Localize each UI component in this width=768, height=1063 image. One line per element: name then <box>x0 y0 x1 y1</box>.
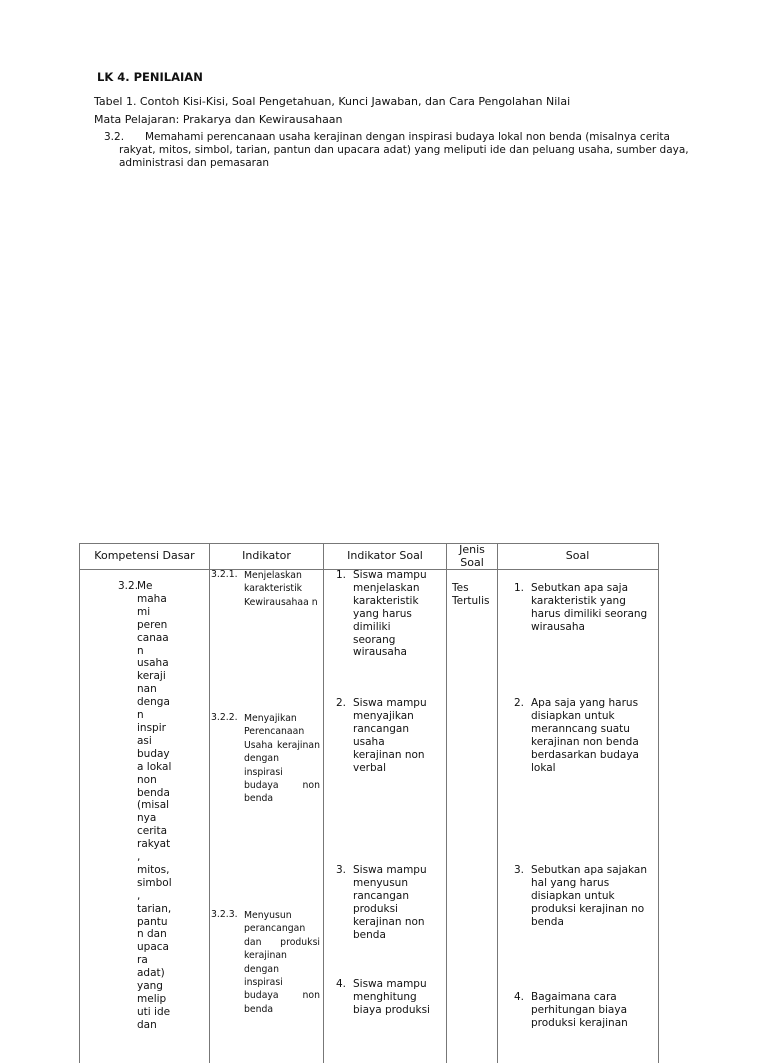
indikator-soal-text-2: Siswa mampu menyajikan rancangan usaha kerajinan non verbal <box>353 697 427 774</box>
kd-text-line: asi <box>137 734 152 747</box>
header-jenis-soal-line2: Soal <box>460 556 484 569</box>
kd-text-line: ra <box>137 954 148 967</box>
table-caption: Tabel 1. Contoh Kisi-Kisi, Soal Pengetahuan, Kunci Jawaban, dan Cara Pengolahan Nilai <box>94 95 571 108</box>
kd-text-line: dan <box>137 1018 157 1031</box>
kd-text-line: Me <box>137 580 153 592</box>
jenis-soal-line1: Tes <box>452 582 469 594</box>
indikator-soal-number-1: 1. <box>336 569 347 581</box>
soal-number-4: 4. <box>514 991 525 1003</box>
competency-text: Memahami perencanaan usaha kerajinan dengan inspirasi budaya lokal non benda (misalnya cerita rakyat, mitos, simbol, tarian, pantun dan upacara adat) yang meliputi ide dan peluang usaha, sumber daya, administrasi dan pemasaran <box>119 131 689 169</box>
indikator-text-1: Menjelaskan karakteristik Kewirausahaa n <box>244 570 318 608</box>
indikator-number-3: 3.2.3. <box>211 909 238 920</box>
soal-text-1: Sebutkan apa saja karakteristik yang harus dimiliki seorang wirausaha <box>531 582 648 633</box>
kd-text-line: maha <box>137 592 167 605</box>
indikator-soal-text-3: Siswa mampu menyusun rancangan produksi kerajinan non benda <box>353 864 427 941</box>
kd-text-line: , <box>137 851 141 864</box>
worksheet-heading: LK 4. PENILAIAN <box>97 70 203 84</box>
indikator-soal-number-3: 3. <box>336 864 347 876</box>
kd-text-line: uti ide <box>137 1005 171 1018</box>
kd-text-line: cerita <box>137 825 168 838</box>
indikator-soal-number-2: 2. <box>336 697 347 709</box>
indikator-number-1: 3.2.1. <box>211 569 238 580</box>
competency-number: 3.2. <box>104 131 125 143</box>
indikator-soal-number-4: 4. <box>336 978 347 990</box>
indikator-soal-text-1: Siswa mampu menjelaskan karakteristik yang harus dimiliki seorang wirausaha <box>353 569 427 659</box>
kd-text-line: mitos, <box>137 863 170 876</box>
indikator-soal-text-4: Siswa mampu menghitung biaya produksi <box>353 978 430 1016</box>
header-indikator-soal: Indikator Soal <box>347 549 423 562</box>
kd-text-line: non <box>137 773 157 786</box>
kd-text-line: tarian, <box>137 902 172 915</box>
indikator-text-3: Menyusun perancangan dan produksi kerajinan dengan inspirasi budaya non benda <box>244 910 320 1015</box>
soal-text-2: Apa saja yang harus disiapkan untuk meranncang suatu kerajinan non benda berdasarkan budaya lokal <box>531 697 639 774</box>
kd-text-line: yang <box>137 980 163 993</box>
soal-text-3: Sebutkan apa sajakan hal yang harus disiapkan untuk produksi kerajinan no benda <box>531 864 647 928</box>
soal-number-3: 3. <box>514 864 525 876</box>
kd-text-line: rakyat <box>137 838 171 851</box>
kd-text-line: simbol <box>137 876 172 889</box>
kd-text-line: nya <box>137 812 157 825</box>
kd-text-line: adat) <box>137 967 165 980</box>
kd-text-line: melip <box>137 993 167 1005</box>
header-kompetensi-dasar: Kompetensi Dasar <box>94 549 195 562</box>
kd-text-line: n dan <box>137 928 167 941</box>
indikator-text-2: Menyajikan Perencanaan Usaha kerajinan dengan inspirasi budaya non benda <box>244 713 320 805</box>
kd-text-line: usaha <box>137 657 169 670</box>
kd-text-line: buday <box>137 747 170 760</box>
kd-text-line: pantu <box>137 915 168 928</box>
kd-text-line: nan <box>137 683 157 696</box>
subject-caption: Mata Pelajaran: Prakarya dan Kewirausahaan <box>94 113 343 126</box>
header-jenis-soal-line1: Jenis <box>459 543 485 556</box>
kd-text-line: mi <box>137 605 151 618</box>
kd-text-line: n <box>137 709 144 722</box>
kd-text-line: canaa <box>137 631 169 644</box>
kd-text <box>137 580 175 1032</box>
jenis-soal-line2: Tertulis <box>452 595 490 607</box>
kd-text-line: n <box>137 644 144 657</box>
soal-number-2: 2. <box>514 697 525 709</box>
kd-text-line: (misal <box>137 799 170 812</box>
kd-text-line: inspir <box>137 721 166 734</box>
kd-text-line: benda <box>137 786 170 799</box>
header-indikator: Indikator <box>242 549 291 562</box>
kd-text-line: peren <box>137 618 168 631</box>
soal-text-4: Bagaimana cara perhitungan biaya produksi kerajinan <box>531 991 628 1029</box>
kd-text-line: , <box>137 889 141 902</box>
kd-text-line: upaca <box>137 941 169 954</box>
competency-statement <box>104 131 704 170</box>
kd-text-line: denga <box>137 696 170 709</box>
kd-text-line: a lokal <box>137 760 172 773</box>
soal-number-1: 1. <box>514 582 525 594</box>
kd-text-line: keraji <box>137 670 166 683</box>
kd-number: 3.2. <box>118 580 139 592</box>
header-soal: Soal <box>565 549 590 562</box>
indikator-number-2: 3.2.2. <box>211 712 238 723</box>
